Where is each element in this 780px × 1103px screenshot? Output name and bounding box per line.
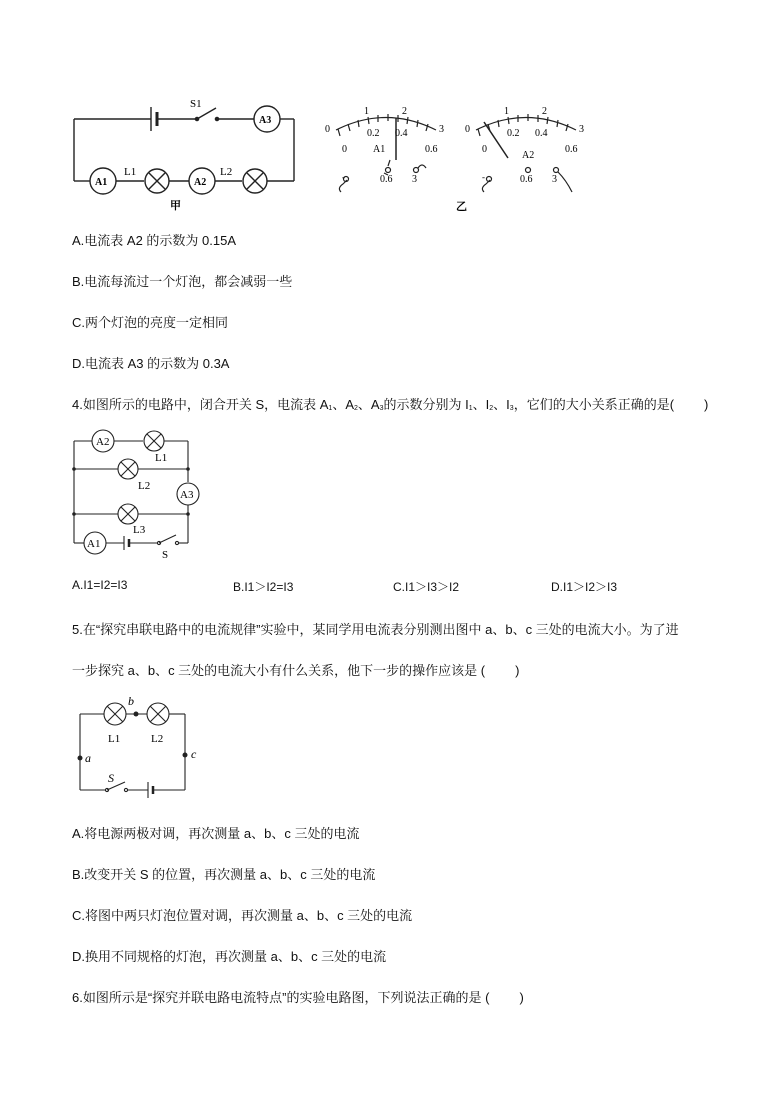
q4-circuit-diagram xyxy=(66,425,216,563)
q4-option-d: D.I1＞I2＞I3 xyxy=(551,580,618,594)
q3-option-b: B.电流每流过一个灯泡，都会减弱一些 xyxy=(72,274,293,289)
q5-stem-line2: 一步探究 a、b、c 三处的电流大小有什么关系，他下一步的操作应该是 ( ) xyxy=(72,663,520,678)
q5-point-a: a xyxy=(85,751,91,765)
q3-lamp-l2-label: L2 xyxy=(220,166,233,178)
q3-ammeter-a3-label: A3 xyxy=(259,115,272,126)
q3-meter1-bottom-0: 0 xyxy=(342,144,347,155)
q5-option-c: C.将图中两只灯泡位置对调，再次测量 a、b、c 三处的电流 xyxy=(72,908,413,923)
q3-meter2-terminal-3: 3 xyxy=(552,174,557,185)
q3-option-d: D.电流表 A3 的示数为 0.3A xyxy=(72,356,230,371)
q3-ammeter-a2-label: A2 xyxy=(194,177,207,188)
q3-meter1-terminal-3: 3 xyxy=(412,174,417,185)
q3-meter1-bottom-2: 0.4 xyxy=(395,128,408,139)
q3-meters-caption: 乙 xyxy=(456,201,467,213)
q3-meter2-bottom-0: 0 xyxy=(482,144,487,155)
q3-meter2-bottom-3: 0.6 xyxy=(565,144,578,155)
q3-meter1-top-0: 0 xyxy=(325,124,330,135)
q6-stem: 6.如图所示是“探究并联电路电流特点”的实验电路图，下列说法正确的是 ( ) xyxy=(72,990,524,1005)
q3-meter1-top-2: 2 xyxy=(402,106,407,117)
q5-point-c: c xyxy=(191,747,197,761)
q3-option-c: C.两个灯泡的亮度一定相同 xyxy=(72,315,229,330)
q3-lamp-l1-label: L1 xyxy=(124,166,137,178)
q3-meter2-name: A2 xyxy=(522,150,535,161)
q5-lamp-l2-label: L2 xyxy=(151,733,164,745)
q5-circuit-diagram xyxy=(70,692,210,804)
q3-meter1-terminal-06: 0.6 xyxy=(380,174,393,185)
q3-meter2-terminal-minus: - xyxy=(482,172,485,182)
q3-meter2-top-0: 0 xyxy=(465,124,470,135)
q4-lamp-l2-label: L2 xyxy=(138,480,151,492)
q3-circuit-caption: 甲 xyxy=(170,200,181,212)
q3-meter2-bottom-1: 0.2 xyxy=(507,128,520,139)
q3-meter2-terminal-06: 0.6 xyxy=(520,174,533,185)
q3-meter2-top-2: 2 xyxy=(542,106,547,117)
q5-switch-label: S xyxy=(108,771,114,785)
q4-option-c: C.I1＞I3＞I2 xyxy=(393,580,460,594)
q4-ammeter-a3-label: A3 xyxy=(180,489,194,501)
q5-lamp-l1-label: L1 xyxy=(108,733,121,745)
q3-circuit-diagram xyxy=(66,95,306,213)
q3-meter2-top-3: 3 xyxy=(579,124,584,135)
q3-meter2-top-1: 1 xyxy=(504,106,509,117)
q4-ammeter-a2-label: A2 xyxy=(96,436,110,448)
q4-switch-label: S xyxy=(162,549,169,561)
q3-switch-label: S1 xyxy=(190,98,202,110)
q3-ammeter-a1-label: A1 xyxy=(95,177,108,188)
q4-option-b: B.I1＞I2=I3 xyxy=(233,580,294,594)
q3-ammeter-dials xyxy=(318,100,598,215)
q3-meter1-top-3: 3 xyxy=(439,124,444,135)
q4-lamp-l1-label: L1 xyxy=(155,452,168,464)
q4-ammeter-a1-label: A1 xyxy=(87,538,101,550)
q4-stem: 4.如图所示的电路中，闭合开关 S，电流表 A1、A2、A3的示数分别为 I1、I2、I3，它们的大小关系正确的是( ) xyxy=(72,397,709,412)
q5-option-b: B.改变开关 S 的位置，再次测量 a、b、c 三处的电流 xyxy=(72,867,376,882)
q5-stem-line1: 5.在“探究串联电路中的电流规律”实验中，某同学用电流表分别测出图中 a、b、c 三处的电流大小。为了进 xyxy=(72,622,679,637)
q5-option-a: A.将电源两极对调，再次测量 a、b、c 三处的电流 xyxy=(72,826,360,841)
q3-meter1-name: A1 xyxy=(373,144,386,155)
q5-point-b: b xyxy=(128,694,134,708)
q3-meter1-terminal-minus: - xyxy=(342,172,345,182)
q3-option-a: A.电流表 A2 的示数为 0.15A xyxy=(72,233,236,248)
q3-meter1-top-1: 1 xyxy=(364,106,369,117)
q3-meter2-bottom-2: 0.4 xyxy=(535,128,548,139)
q4-lamp-l3-label: L3 xyxy=(133,524,146,536)
q3-meter1-bottom-3: 0.6 xyxy=(425,144,438,155)
q4-option-a: A.I1=I2=I3 xyxy=(72,578,128,592)
q5-option-d: D.换用不同规格的灯泡，再次测量 a、b、c 三处的电流 xyxy=(72,949,387,964)
q3-meter1-bottom-1: 0.2 xyxy=(367,128,380,139)
